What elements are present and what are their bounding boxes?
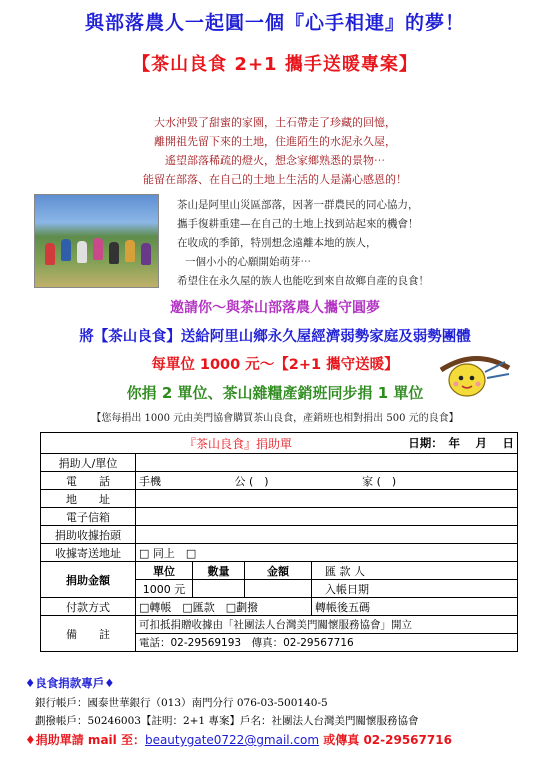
payment-label: 付款方式 [41, 598, 136, 616]
mail-address-field[interactable]: □ 同上 □ [136, 544, 518, 562]
remitter-field[interactable] [312, 562, 518, 580]
payment-options[interactable]: □轉帳 □匯款 □劃撥 [136, 598, 312, 616]
col-amount: 金額 [245, 562, 312, 580]
receipt-title-field[interactable] [136, 526, 518, 544]
postal-account: 劃撥帳戶：50246003【註明：2+1 專案】戶名：社團法人台灣美門關懷服務協會 [35, 715, 419, 727]
contact-email-link[interactable]: beautygate0722@gmail.com [144, 733, 320, 747]
account-last5-label: 轉帳後五碼 [315, 600, 370, 614]
remitter-label: 匯 款 人 [325, 564, 365, 578]
receipt-title-label: 捐助收據抬頭 [41, 526, 136, 544]
poem-line: 大水沖毀了甜蜜的家園，土石帶走了珍藏的回憶， [154, 116, 396, 129]
col-qty: 數量 [193, 562, 245, 580]
mail-address-label: 收據寄送地址 [41, 544, 136, 562]
account-date-field[interactable] [312, 580, 518, 598]
intro-poem [0, 113, 550, 189]
story-line: 茶山是阿里山災區部落，因著一群農民的同心協力， [177, 199, 419, 211]
form-header-cell [41, 433, 518, 454]
address-field[interactable] [136, 490, 518, 508]
story-line: 希望住在永久屋的族人也能吃到來自故鄉自產的良食！ [177, 275, 429, 287]
donor-field[interactable] [136, 454, 518, 472]
email-field[interactable] [136, 508, 518, 526]
remarks-label: 備 註 [41, 616, 136, 652]
account-last5-field[interactable] [312, 598, 518, 616]
give-line: 將【茶山良食】送給阿里山鄉永久屋經濟弱勢家庭及弱勢團體 [79, 329, 471, 345]
farmers-photo [34, 194, 159, 288]
bank-account: 銀行帳戶：國泰世華銀行（013）南門分行 076-03-500140-5 [35, 697, 328, 709]
contact-line [25, 731, 452, 748]
story-line: 一個小小的心願開始萌芽⋯ [185, 256, 311, 268]
poem-line: 遙望部落稀疏的燈火，想念家鄉熟悉的景物⋯ [165, 154, 385, 167]
unit-price-line: 每單位 1000 元～【2+1 攜守送暖】 [151, 357, 399, 373]
invitation-line: 邀請你～與茶山部落農人攜守圓夢 [170, 300, 380, 316]
remarks-line-1: 可扣抵捐贈收據由「社團法人台灣美門關懷服務協會」開立 [136, 616, 518, 634]
address-label: 地 址 [41, 490, 136, 508]
donation-form [40, 432, 518, 652]
col-unit: 單位 [136, 562, 193, 580]
remarks-line-2: 電話：02-29569193 傳真：02-29567716 [136, 634, 518, 652]
amount-label: 捐助金額 [41, 562, 136, 598]
story-line: 在收成的季節，特別想念遠離本地的族人， [177, 237, 377, 249]
qty-field[interactable] [193, 580, 245, 598]
project-subtitle: 【茶山良食 2+1 攜手送暖專案】 [132, 54, 418, 75]
matching-line: 你捐 2 單位、茶山雜糧產銷班同步捐 1 單位 [126, 384, 424, 402]
poem-line: 離開祖先留下來的土地，住進陌生的水泥永久屋， [154, 135, 396, 148]
matching-note: 【您每捐出 1000 元由美門協會購買茶山良食，產銷班也相對捐出 500 元的良食】 [91, 413, 459, 424]
account-date-label: 入帳日期 [325, 582, 369, 596]
phone-label: 電 話 [41, 472, 136, 490]
donor-label: 捐助人/單位 [41, 454, 136, 472]
form-title: 『茶山良食』捐助單 [184, 436, 293, 451]
page-title: 與部落農人一起圓一個『心手相連』的夢！ [84, 12, 465, 34]
form-date[interactable]: 日期： 年 月 日 [408, 435, 514, 450]
contact-fax: 或傳真 02-29567716 [319, 733, 452, 747]
mascot-icon [435, 350, 515, 405]
story-line: 攜手復耕重建—在自己的土地上找到站起來的機會！ [177, 218, 419, 230]
story-text [177, 196, 429, 291]
phone-field[interactable] [136, 472, 518, 490]
home-phone-label: 家 ( ) [362, 474, 397, 488]
unit-value: 1000 元 [136, 580, 193, 598]
amount-field[interactable] [245, 580, 312, 598]
office-phone-label: 公 ( ) [234, 474, 269, 488]
email-label: 電子信箱 [41, 508, 136, 526]
poem-line: 能留在部落、在自己的土地上生活的人是滿心感恩的！ [143, 173, 407, 186]
mobile-label: 手機 [139, 474, 161, 488]
account-section-title: ♦良食捐款專戶♦ [25, 676, 115, 690]
contact-prefix: ♦捐助單請 mail 至： [25, 733, 145, 747]
